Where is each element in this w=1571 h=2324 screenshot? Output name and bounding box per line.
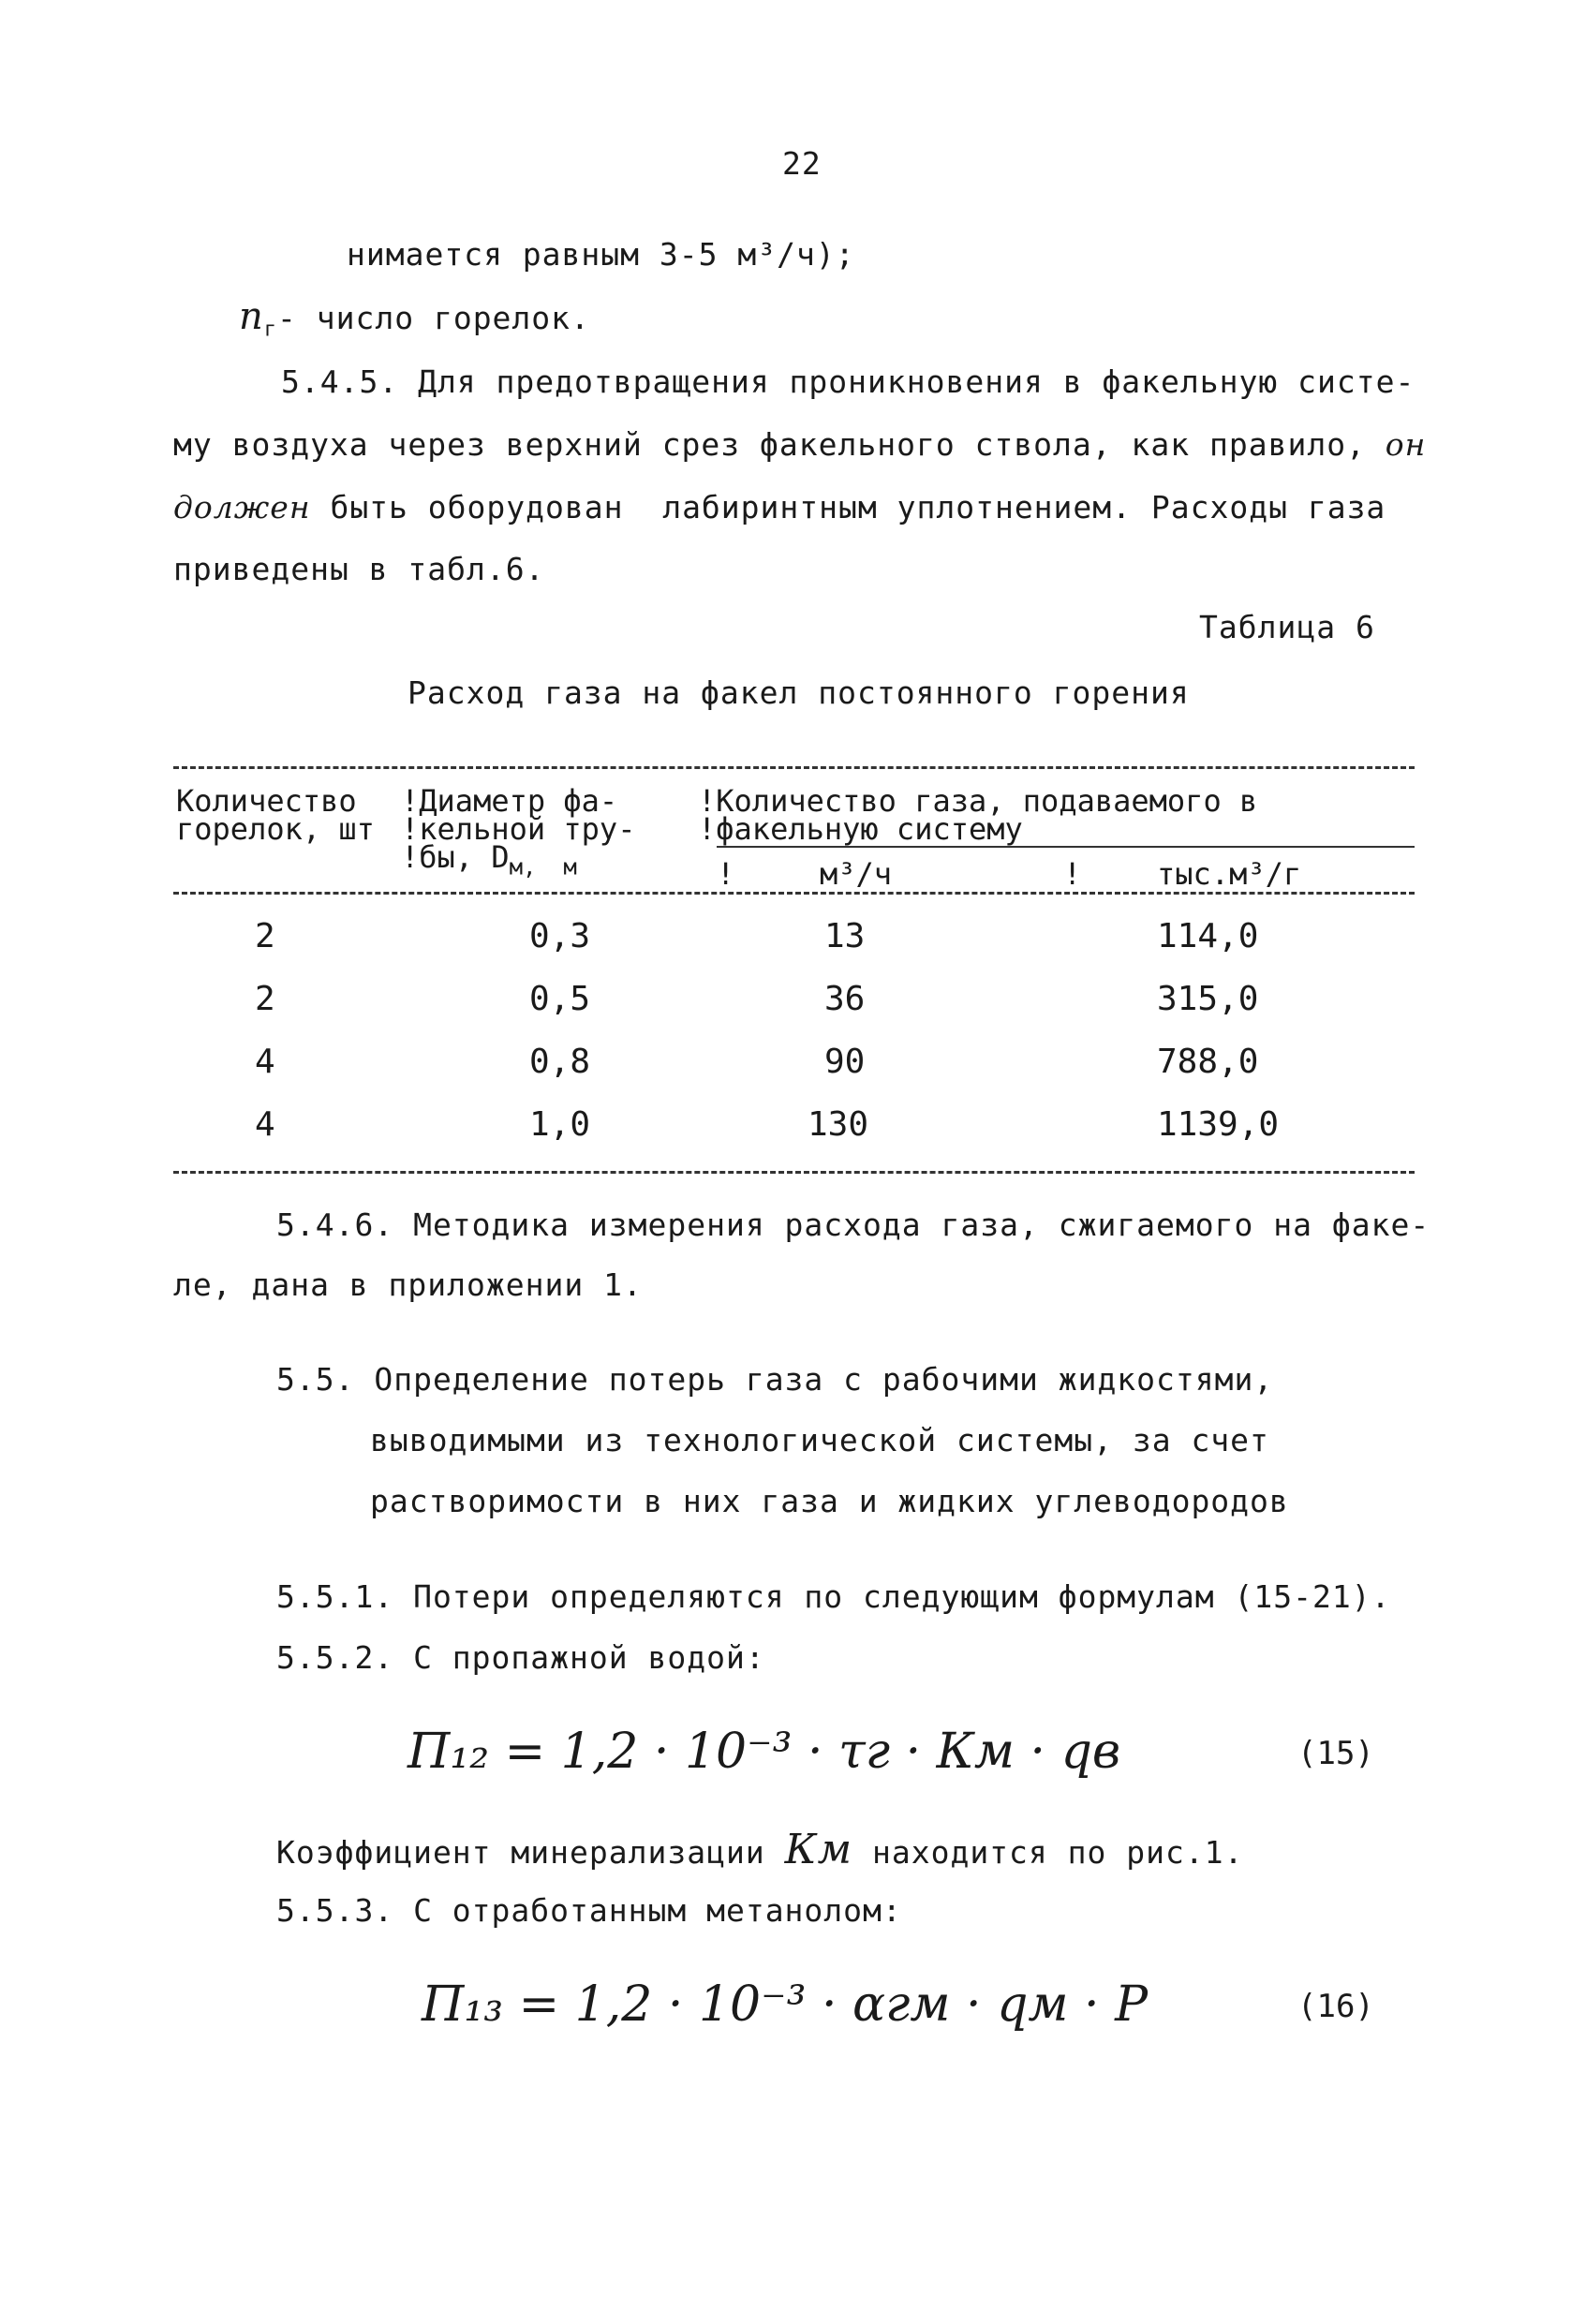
- para-546-line-1: 5.4.6. Методика измерения расхода газа, сжигаемого на факе-: [276, 1206, 1430, 1243]
- cell-diameter: 0,3: [529, 917, 591, 955]
- para-553: 5.5.3. С отработанным метанолом:: [276, 1892, 902, 1929]
- section-55-line-3: растворимости в них газа и жидких углеводородов: [370, 1483, 1289, 1519]
- head-col2-line2: !кельной тру-: [401, 811, 636, 847]
- para-545-line-4: приведены в табл.6.: [173, 551, 545, 587]
- section-55-line-1: 5.5. Определение потерь газа с рабочими жидкостями,: [276, 1361, 1274, 1398]
- cell-burners: 2: [255, 917, 275, 955]
- head-col2-line3: [401, 841, 577, 882]
- head-col1-line2: горелок, шт: [176, 811, 375, 847]
- km-line-a: Коэффициент минерализации: [276, 1834, 785, 1871]
- para-545-line-3: [173, 489, 1386, 526]
- cell-diameter: 1,0: [529, 1105, 591, 1144]
- line-2: [239, 295, 590, 349]
- para-546-line-2: ле, дана в приложении 1.: [173, 1266, 643, 1303]
- formula-15: П₁₂ = 1,2 · 10⁻³ · τг · Км · qв: [408, 1724, 1121, 1780]
- km-line: [276, 1826, 1244, 1873]
- para-545-line-3b: быть оборудован лабиринтным уплотнением. Расходы газа: [310, 489, 1386, 525]
- n-symbol: n: [239, 295, 264, 338]
- head-col2-line1: !Диаметр фа-: [401, 783, 618, 819]
- cell-m3h: 13: [824, 917, 866, 955]
- head-separator-mid: !: [1063, 856, 1082, 892]
- cell-m3h: 90: [824, 1043, 866, 1081]
- head-unit-th: тыс.м³/г: [1157, 856, 1302, 892]
- page-number: 22: [782, 145, 822, 182]
- table-bottom-rule: [173, 1171, 1415, 1174]
- para-552: 5.5.2. С пропажной водой:: [276, 1639, 765, 1676]
- head-col1-line1: Количество: [176, 783, 357, 819]
- formula-15-number: (15): [1297, 1735, 1374, 1772]
- km-line-b: находится по рис.1.: [852, 1834, 1244, 1871]
- para-545-line-2a: му воздуха через верхний срез факельного ствола, как правило,: [173, 426, 1386, 463]
- line-1: нимается равным 3-5 м³/ч);: [347, 236, 855, 273]
- table-title: Расход газа на факел постоянного горения: [408, 674, 1190, 711]
- formula-16-number: (16): [1297, 1988, 1374, 2025]
- head-col3-line1: !Количество газа, подаваемого в: [698, 783, 1258, 819]
- para-545-line-2b: он: [1385, 426, 1427, 463]
- head-col3-underline: [717, 846, 1415, 848]
- formula-16: П₁₃ = 1,2 · 10⁻³ · αгм · qм · P: [422, 1976, 1149, 2033]
- para-545-line-2: [173, 426, 1426, 464]
- cell-diameter: 0,5: [529, 980, 591, 1018]
- head-col2-line3a: !бы, D: [401, 839, 510, 875]
- cell-m3h: 130: [808, 1105, 869, 1144]
- cell-burners: 2: [255, 980, 275, 1018]
- cell-th: 788,0: [1157, 1043, 1259, 1081]
- para-551: 5.5.1. Потери определяются по следующим формулам (15-21).: [276, 1578, 1391, 1615]
- head-unit-m3h: м³/ч: [820, 856, 893, 892]
- head-separator-left: !: [717, 856, 735, 892]
- cell-th: 114,0: [1157, 917, 1259, 955]
- para-545-line-3a: должен: [173, 489, 311, 525]
- head-col3-line2: !факельную систему: [698, 811, 1023, 847]
- cell-th: 1139,0: [1157, 1105, 1280, 1144]
- head-col2-line3b: м, м: [509, 853, 577, 881]
- cell-m3h: 36: [824, 980, 866, 1018]
- cell-diameter: 0,8: [529, 1043, 591, 1081]
- line-2-text: - число горелок.: [277, 300, 590, 336]
- para-545-line-1: 5.4.5. Для предотвращения проникновения в факельную систе-: [281, 363, 1415, 400]
- cell-burners: 4: [255, 1043, 275, 1081]
- table-top-rule: [173, 766, 1415, 769]
- table-label: Таблица 6: [1199, 609, 1375, 645]
- cell-th: 315,0: [1157, 980, 1259, 1018]
- cell-burners: 4: [255, 1105, 275, 1144]
- n-subscript: г: [263, 318, 278, 342]
- km-symbol: Км: [784, 1826, 853, 1873]
- section-55-line-2: выводимыми из технологической системы, за счет: [370, 1422, 1269, 1458]
- table-header-rule: [173, 892, 1415, 895]
